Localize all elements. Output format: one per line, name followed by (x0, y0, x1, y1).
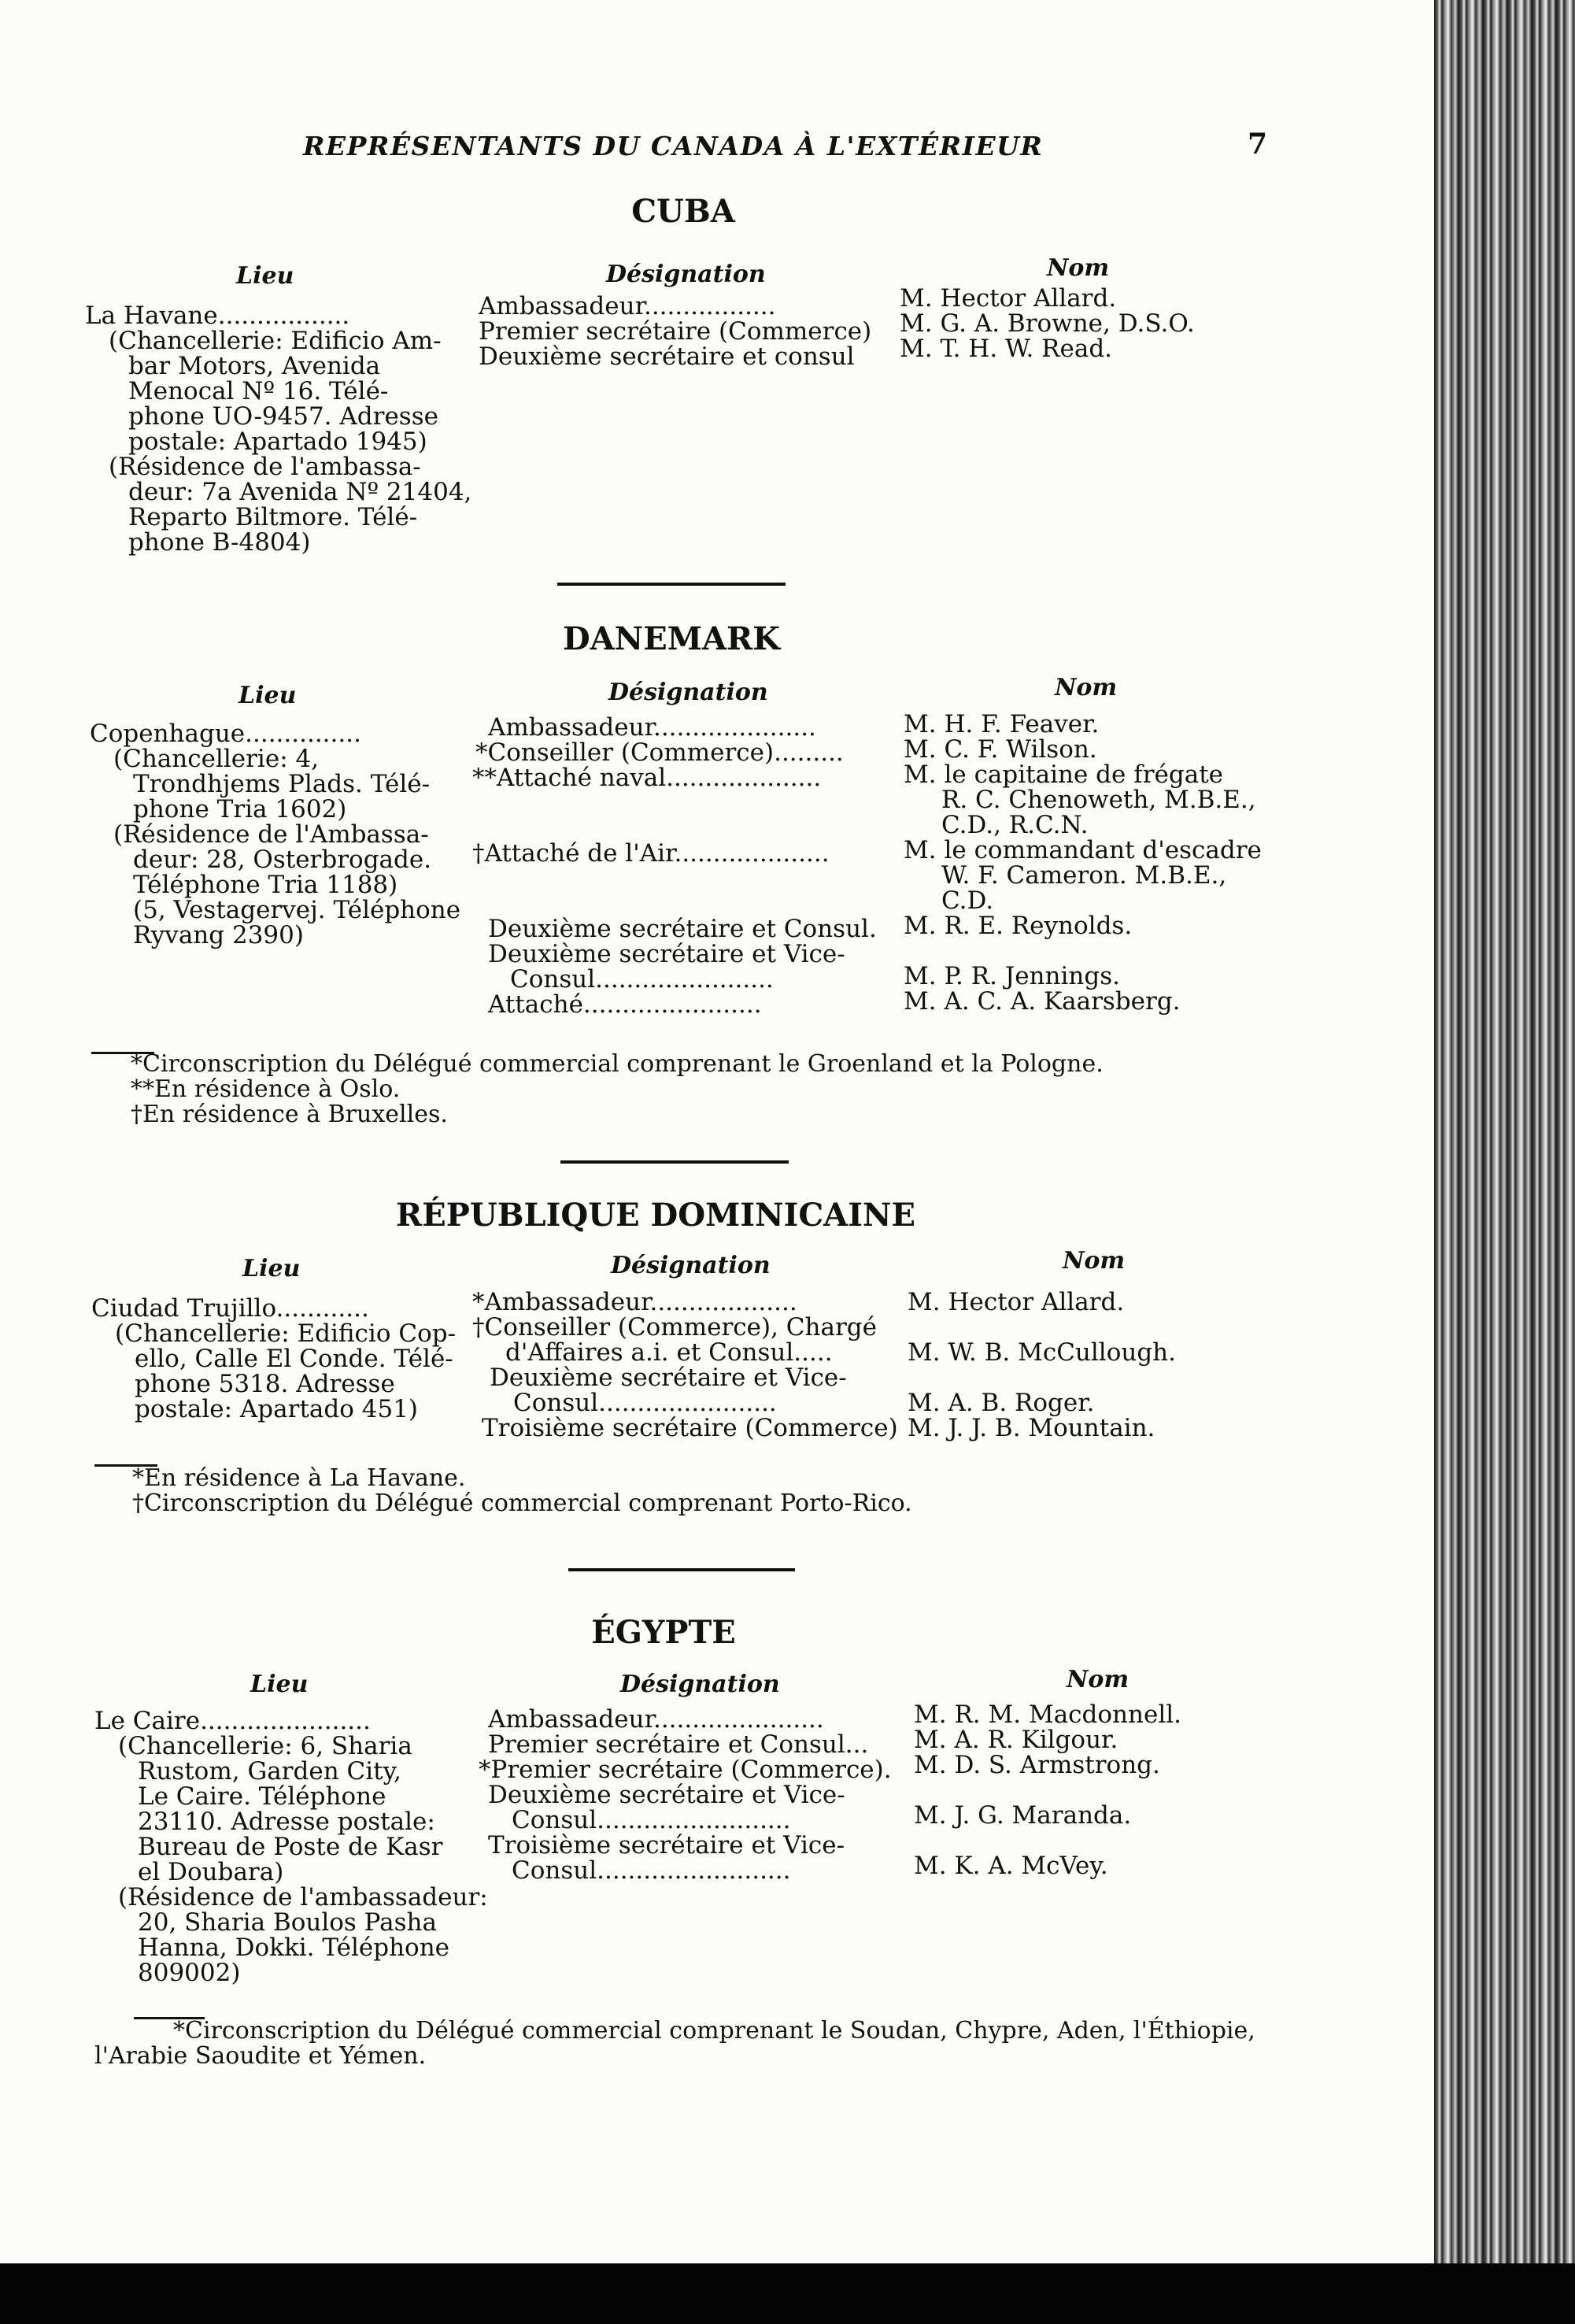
nom-line: M. A. R. Kilgour. (914, 1726, 1118, 1754)
designation-line: Ambassadeur...................... (488, 1705, 824, 1734)
designation-line: Troisième secrétaire et Vice- (488, 1831, 845, 1860)
lieu-line: La Havane................. (85, 302, 350, 330)
lieu-line: (Chancellerie: 6, Sharia (118, 1732, 412, 1760)
nom-spacer (914, 1778, 1323, 1803)
lieu-line: phone B-4804) (128, 528, 311, 557)
section-danemark (85, 620, 1281, 1187)
designation-spacer (472, 891, 874, 916)
nom-line: M. D. S. Armstrong. (914, 1751, 1160, 1779)
footnote: *En résidence à La Havane. (132, 1464, 466, 1492)
nom-line: M. J. J. B. Mountain. (908, 1414, 1155, 1442)
lieu-line: Trondhjems Plads. Télé- (133, 770, 431, 798)
header-lieu: Lieu (236, 262, 294, 290)
footnote: †Circonscription du Délégué commercial comprenant Porto-Rico. (132, 1490, 912, 1517)
designation-line: *Conseiller (Commerce)......... (475, 738, 844, 767)
section-cuba (85, 193, 1281, 571)
lieu-line: el Doubara) (138, 1858, 284, 1886)
nom-line: M. G. A. Browne, D.S.O. (900, 309, 1195, 338)
designation-line: **Attaché naval.................... (472, 764, 822, 792)
section-divider (568, 1568, 795, 1571)
designation-column (479, 294, 880, 369)
nom-line: M. A. C. A. Kaarsberg. (904, 987, 1181, 1016)
lieu-line: postale: Apartado 1945) (128, 427, 427, 456)
designation-line: Consul....................... (513, 1389, 777, 1417)
nom-spacer (908, 1365, 1317, 1390)
designation-line: †Attaché de l'Air.................... (472, 839, 830, 868)
header-lieu: Lieu (250, 1671, 309, 1698)
designation-line: Deuxième secrétaire et Consul. (488, 915, 877, 943)
designation-column (479, 1705, 892, 1885)
page-number: 7 (1248, 128, 1268, 161)
scan-bottom-border (0, 2263, 1575, 2324)
nom-line: M. le commandant d'escadre (904, 836, 1262, 864)
header-lieu: Lieu (242, 1255, 301, 1282)
country-title: CUBA (631, 193, 735, 230)
footnote: *Circonscription du Délégué commercial comprenant le Groenland et la Pologne. (131, 1050, 1104, 1078)
designation-line: Troisième secrétaire (Commerce) (482, 1414, 898, 1442)
designation-line: Deuxième secrétaire et Vice- (488, 940, 845, 968)
lieu-column (91, 1296, 461, 1422)
lieu-line: Hanna, Dokki. Téléphone (138, 1934, 450, 1962)
lieu-line: Téléphone Tria 1188) (133, 871, 398, 899)
footnote: l'Arabie Saoudite et Yémen. (94, 2042, 427, 2070)
designation-line: Premier secrétaire et Consul... (488, 1730, 869, 1759)
country-title: DANEMARK (562, 620, 781, 657)
nom-line: M. J. G. Maranda. (914, 1801, 1132, 1830)
lieu-line: Ciudad Trujillo............ (91, 1294, 369, 1323)
nom-line: M. P. R. Jennings. (904, 962, 1120, 990)
nom-line: M. K. A. McVey. (914, 1852, 1108, 1880)
designation-line: †Conseiller (Commerce), Chargé (472, 1313, 877, 1341)
nom-line: M. le capitaine de frégate (904, 760, 1223, 789)
lieu-line: bar Motors, Avenida (128, 352, 381, 380)
header-designation: Désignation (620, 1671, 780, 1698)
lieu-line: postale: Apartado 451) (135, 1395, 419, 1423)
nom-line: W. F. Cameron. M.B.E., (941, 861, 1227, 890)
lieu-line: (5, Vestagervej. Téléphone (133, 896, 461, 924)
designation-line: Ambassadeur................. (479, 292, 776, 320)
country-title: RÉPUBLIQUE DOMINICAINE (396, 1197, 915, 1234)
header-designation: Désignation (608, 679, 768, 706)
designation-spacer (472, 790, 874, 816)
binding-edge-shadow (1434, 0, 1575, 2324)
footnote: *Circonscription du Délégué commercial comprenant le Soudan, Chypre, Aden, l'Éthiopie, (173, 2017, 1255, 2045)
nom-line: R. C. Chenoweth, M.B.E., (941, 786, 1256, 814)
footnote: †En résidence à Bruxelles. (131, 1101, 448, 1128)
nom-line: M. A. B. Roger. (908, 1389, 1095, 1417)
nom-spacer (914, 1828, 1323, 1853)
lieu-line: Le Caire...................... (94, 1707, 371, 1735)
section-egypte (85, 1614, 1281, 2165)
lieu-line: ello, Calle El Conde. Télé- (135, 1345, 453, 1373)
designation-line: Consul....................... (510, 965, 774, 994)
nom-line: M. C. F. Wilson. (904, 735, 1097, 764)
nom-line: M. W. B. McCullough. (908, 1338, 1176, 1367)
lieu-line: Ryvang 2390) (133, 921, 304, 949)
lieu-line: 23110. Adresse postale: (138, 1808, 435, 1836)
nom-column (908, 1290, 1317, 1441)
lieu-line: (Résidence de l'Ambassa- (113, 820, 429, 849)
lieu-line: (Chancellerie: Edificio Am- (109, 327, 442, 355)
lieu-line: deur: 7a Avenida Nº 21404, (128, 478, 472, 506)
header-nom: Nom (1063, 1247, 1126, 1275)
lieu-line: 809002) (138, 1959, 241, 1987)
lieu-line: (Résidence de l'ambassa- (109, 453, 421, 481)
lieu-line: Menocal Nº 16. Télé- (128, 377, 389, 405)
lieu-line: phone 5318. Adresse (135, 1370, 395, 1398)
lieu-line: Le Caire. Téléphone (138, 1782, 386, 1811)
designation-column (472, 1288, 898, 1442)
lieu-line: Rustom, Garden City, (138, 1757, 401, 1786)
lieu-line: (Résidence de l'ambassadeur: (118, 1883, 488, 1911)
header-nom: Nom (1055, 674, 1118, 701)
footnote: **En résidence à Oslo. (131, 1075, 401, 1103)
header-lieu: Lieu (238, 682, 297, 709)
designation-line: Ambassadeur..................... (488, 713, 816, 742)
designation-spacer (472, 816, 874, 841)
section-divider (560, 1160, 789, 1164)
nom-spacer (904, 938, 1313, 964)
country-title: ÉGYPTE (591, 1614, 736, 1651)
designation-line: Deuxième secrétaire et consul (479, 342, 855, 371)
lieu-line: (Chancellerie: 4, (113, 745, 320, 773)
section-divider (557, 583, 786, 586)
designation-line: d'Affaires a.i. et Consul..... (505, 1338, 833, 1367)
header-designation: Désignation (611, 1252, 771, 1279)
designation-line: Consul......................... (512, 1856, 791, 1885)
lieu-column (94, 1707, 488, 1987)
lieu-line: deur: 28, Osterbrogade. (133, 846, 432, 874)
lieu-line: phone Tria 1602) (133, 795, 347, 823)
header-nom: Nom (1067, 1666, 1129, 1693)
nom-line: M. R. M. Macdonnell. (914, 1700, 1182, 1729)
header-nom: Nom (1047, 254, 1110, 282)
designation-line: Consul......................... (512, 1806, 791, 1834)
nom-line: M. H. F. Feaver. (904, 710, 1100, 738)
lieu-line: (Chancellerie: Edificio Cop- (115, 1319, 457, 1348)
nom-line: C.D., R.C.N. (941, 811, 1089, 839)
nom-column (900, 286, 1309, 361)
nom-spacer (908, 1315, 1317, 1340)
section-republique-dominicaine (85, 1197, 1281, 1527)
header-designation: Désignation (606, 261, 766, 288)
nom-line: M. T. H. W. Read. (900, 335, 1113, 363)
designation-line: *Premier secrétaire (Commerce). (479, 1756, 892, 1784)
designation-line: Deuxième secrétaire et Vice- (490, 1364, 847, 1392)
lieu-column (90, 721, 460, 948)
nom-column (904, 712, 1313, 1014)
lieu-line: 20, Sharia Boulos Pasha (138, 1908, 437, 1937)
lieu-column (85, 302, 472, 557)
designation-line: Premier secrétaire (Commerce) (479, 317, 872, 346)
nom-line: M. Hector Allard. (908, 1288, 1125, 1316)
nom-column (914, 1702, 1323, 1878)
lieu-line: Reparto Biltmore. Télé- (128, 503, 418, 531)
designation-line: Attaché....................... (488, 990, 762, 1019)
nom-line: M. R. E. Reynolds. (904, 912, 1133, 940)
nom-line: M. Hector Allard. (900, 284, 1117, 313)
designation-column (472, 713, 877, 1019)
designation-line: *Ambassadeur................... (472, 1288, 797, 1316)
nom-line: C.D. (941, 886, 994, 915)
designation-spacer (472, 866, 874, 891)
designation-line: Deuxième secrétaire et Vice- (488, 1781, 845, 1809)
running-head: REPRÉSENTANTS DU CANADA À L'EXTÉRIEUR (303, 131, 1044, 161)
lieu-line: Copenhague............... (90, 720, 361, 748)
lieu-line: phone UO-9457. Adresse (128, 402, 438, 431)
lieu-line: Bureau de Poste de Kasr (138, 1833, 443, 1861)
